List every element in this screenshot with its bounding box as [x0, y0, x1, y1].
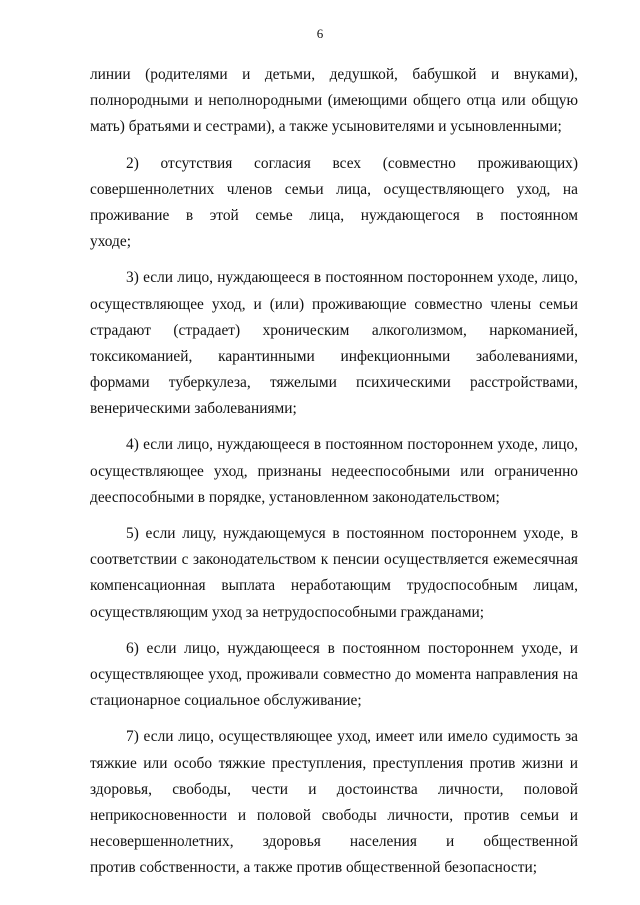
paragraph: [90, 265, 578, 422]
text-line: 5) если лицу, нуждающемуся в постоянном постороннем уходе, в: [126, 525, 578, 542]
text-line: осуществляющее уход, проживали совместно до момента направления на: [90, 665, 578, 683]
text-line: осуществляющее уход, признаны недееспособными или ограниченно: [90, 462, 578, 480]
text-line: 3) если лицо, нуждающееся в постоянном постороннем уходе, лицо,: [126, 269, 578, 287]
paragraph: [90, 62, 578, 141]
text-line: токсикоманией, карантинными инфекционными заболеваниями,: [90, 347, 578, 365]
text-line: здоровья, свободы, чести и достоинства личности, половой: [90, 780, 578, 798]
text-line: дееспособными в порядке, установленном законодательством;: [90, 488, 500, 506]
paragraph: [90, 151, 578, 256]
text-line: полнородными и неполнородными (имеющими общего отца или общую: [90, 92, 578, 110]
paragraph: [90, 432, 578, 511]
text-line: венерическими заболеваниями;: [90, 400, 297, 418]
paragraph: [90, 724, 578, 881]
paragraph: [90, 636, 578, 715]
document-body: [90, 62, 578, 881]
text-line: проживание в этой семье лица, нуждающегося в постоянном: [90, 206, 578, 224]
paragraph: [90, 521, 578, 626]
text-line: страдают (страдает) хроническим алкоголизмом, наркоманией,: [90, 321, 578, 339]
text-line: 4) если лицо, нуждающееся в постоянном постороннем уходе, лицо,: [126, 436, 578, 454]
text-line: формами туберкулеза, тяжелыми психическими расстройствами,: [90, 374, 578, 392]
text-line: соответствии с законодательством к пенсии осуществляется ежемесячная: [90, 551, 578, 569]
text-line: несовершеннолетних, здоровья населения и общественной: [90, 833, 578, 851]
text-line: уходе;: [90, 233, 131, 251]
text-line: линии (родителями и детьми, дедушкой, бабушкой и внуками),: [90, 66, 578, 83]
text-line: неприкосновенности и половой свободы личности, против семьи и: [90, 806, 578, 824]
text-line: против собственности, а также против общественной безопасности;: [90, 859, 537, 877]
text-line: компенсационная выплата неработающим трудоспособным лицам,: [90, 577, 578, 595]
text-line: 2) отсутствия согласия всех (совместно проживающих): [126, 154, 578, 172]
text-line: мать) братьями и сестрами), а также усыновителями и усыновленными;: [90, 118, 562, 136]
text-line: осуществляющим уход за нетрудоспособными гражданами;: [90, 603, 484, 621]
text-line: совершеннолетних членов семьи лица, осуществляющего уход, на: [90, 180, 578, 198]
text-line: осуществляющее уход, и (или) проживающие совместно члены семьи: [90, 295, 578, 313]
text-line: стационарное социальное обслуживание;: [90, 692, 362, 710]
text-line: тяжкие или особо тяжкие преступления, преступления против жизни и: [90, 754, 578, 772]
page-number: 6: [316, 26, 324, 41]
text-line: 6) если лицо, нуждающееся в постоянном постороннем уходе, и: [126, 639, 578, 657]
text-line: 7) если лицо, осуществляющее уход, имеет или имело судимость за: [126, 728, 578, 746]
